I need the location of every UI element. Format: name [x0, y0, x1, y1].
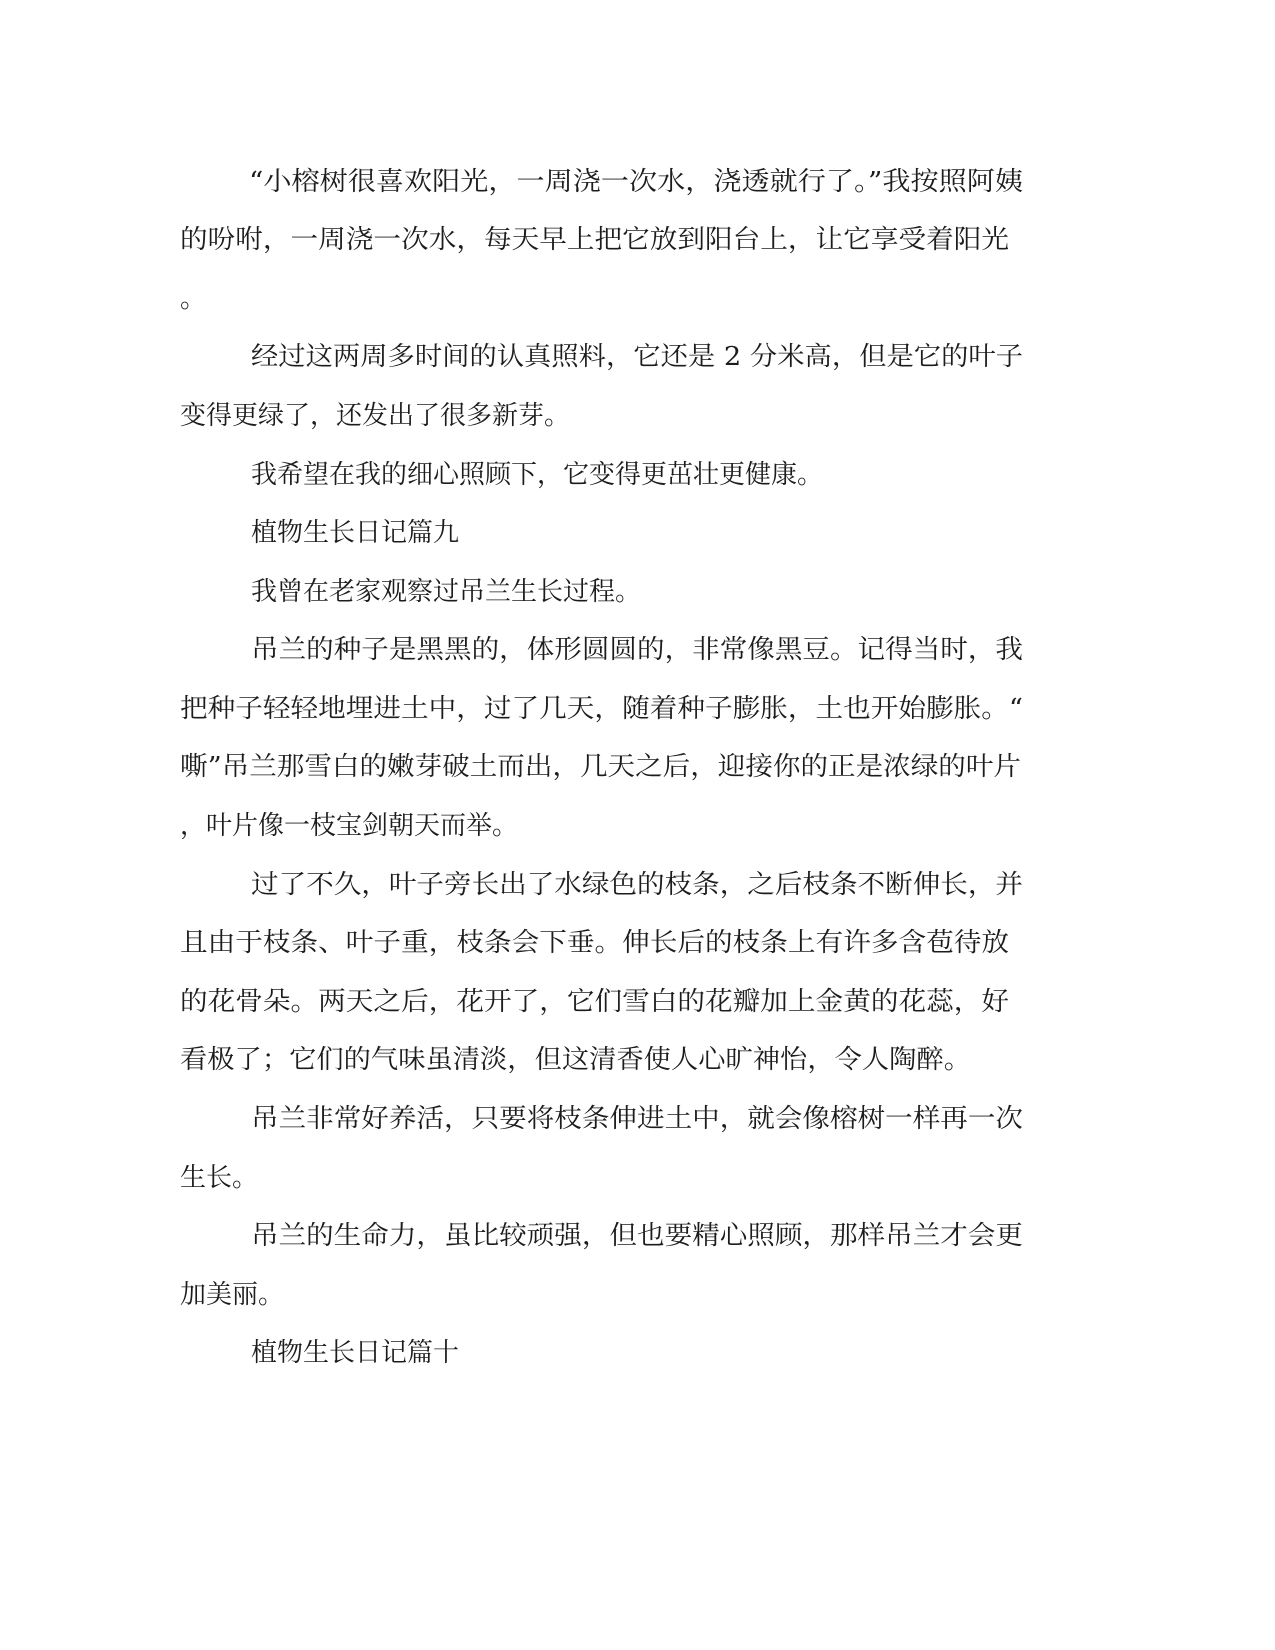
section-heading [0, 1333, 1275, 1373]
text-line [0, 689, 1275, 729]
text-line-content: 过了不久，叶子旁长出了水绿色的枝条，之后枝条不断伸长，并 [251, 870, 1023, 900]
text-line-content: 吊兰非常好养活，只要将枝条伸进土中，就会像榕树一样再一次 [251, 1104, 1023, 1134]
text-line [0, 220, 1275, 260]
text-line [0, 747, 1275, 787]
text-line [0, 337, 1275, 377]
text-line-content: 且由于枝条、叶子重，枝条会下垂。伸长后的枝条上有许多含苞待放 [180, 928, 1009, 958]
text-line [0, 1099, 1275, 1139]
text-line-content: 嘶”吊兰那雪白的嫩芽破土而出，几天之后，迎接你的正是浓绿的叶片 [180, 752, 1021, 782]
text-line [0, 279, 1275, 319]
text-line-content: 经过这两周多时间的认真照料，它还是 2 分米高，但是它的叶子 [251, 342, 1023, 372]
section-heading-text: 植物生长日记篇十 [251, 1338, 460, 1368]
text-line [0, 1040, 1275, 1080]
text-line-content: 变得更绿了，还发出了很多新芽。 [180, 401, 571, 431]
text-line-content: 把种子轻轻地埋进土中，过了几天，随着种子膨胀，土也开始膨胀。“ [180, 694, 1023, 724]
text-line [0, 572, 1275, 612]
text-line-content: “小榕树很喜欢阳光，一周浇一次水，浇透就行了。”我按照阿姨 [249, 167, 1023, 197]
text-line-content: 的吩咐，一周浇一次水，每天早上把它放到阳台上，让它享受着阳光 [180, 225, 1009, 255]
text-line-content: ，叶片像一枝宝剑朝天而举。 [180, 811, 519, 841]
text-line-content: 吊兰的生命力，虽比较顽强，但也要精心照顾，那样吊兰才会更 [251, 1221, 1023, 1251]
text-line-content: 生长。 [180, 1163, 259, 1193]
section-heading-text: 植物生长日记篇九 [251, 518, 460, 548]
text-line [0, 923, 1275, 963]
text-line [0, 396, 1275, 436]
text-line-content: 我希望在我的细心照顾下，它变得更茁壮更健康。 [251, 460, 824, 490]
text-line [0, 162, 1275, 202]
text-line [0, 982, 1275, 1022]
text-line [0, 806, 1275, 846]
text-line [0, 1158, 1275, 1198]
text-line [0, 630, 1275, 670]
text-line [0, 1216, 1275, 1256]
text-line-content: 的花骨朵。两天之后，花开了，它们雪白的花瓣加上金黄的花蕊，好 [180, 987, 1009, 1017]
text-line-content: 。 [180, 284, 207, 314]
section-heading [0, 513, 1275, 553]
text-line [0, 1275, 1275, 1315]
text-line [0, 455, 1275, 495]
text-line-content: 加美丽。 [180, 1280, 285, 1310]
text-line-content: 吊兰的种子是黑黑的，体形圆圆的，非常像黑豆。记得当时，我 [251, 635, 1023, 665]
text-line-content: 我曾在老家观察过吊兰生长过程。 [251, 577, 642, 607]
text-line [0, 865, 1275, 905]
text-line-content: 看极了；它们的气味虽清淡，但这清香使人心旷神怡，令人陶醉。 [180, 1045, 971, 1075]
